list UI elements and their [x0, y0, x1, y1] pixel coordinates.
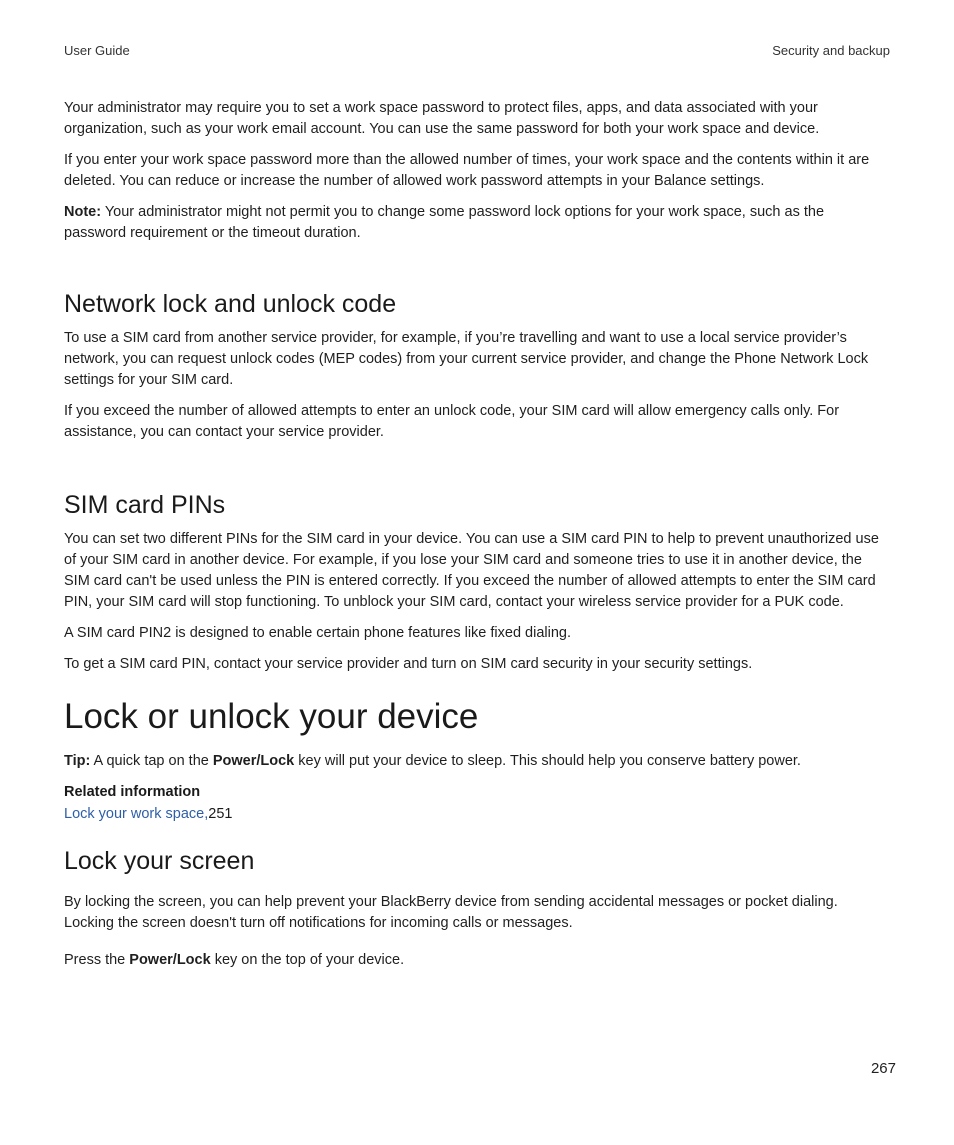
page-number: 267 [870, 1060, 896, 1077]
running-header-left: User Guide [64, 43, 130, 58]
note-text: Your administrator might not permit you to change some password lock options for your work space, such as the password requirement or the timeout duration. [64, 204, 825, 241]
note-label: Note: [64, 204, 102, 220]
sim-paragraph-1: You can set two different PINs for the SIM card in your device. You can use a SIM card PIN to help to prevent unauthorized use of your SIM card in another device. For example, if you lose your SIM card and someone tries to use it in another device, the SIM card can't be used unless the PIN is entered correctly. If you exceed the number of allowed attempts to enter the SIM card PIN, your SIM card will stop functioning. To unblock your SIM card, contact your wireless service provider for a PUK code. [64, 531, 879, 610]
intro-note [64, 202, 890, 244]
screen-paragraph-2 [64, 950, 890, 971]
sim-paragraph-3: To get a SIM card PIN, contact your service provider and turn on SIM card security in your security settings. [64, 656, 753, 672]
tip-key-name: Power/Lock [212, 753, 295, 769]
lock-tip [64, 751, 890, 772]
related-information-title: Related information [64, 784, 201, 800]
sim-paragraph-2: A SIM card PIN2 is designed to enable certain phone features like fixed dialing. [64, 625, 571, 641]
intro-paragraph-2: If you enter your work space password more than the allowed number of times, your work space and the contents within it are deleted. You can reduce or increase the number of allowed work password attempts in your Balance settings. [64, 152, 870, 189]
tip-text-pre: A quick tap on the [90, 753, 213, 769]
related-page-number: 251 [208, 806, 233, 822]
screen-key-name: Power/Lock [129, 952, 211, 968]
intro-paragraph-1: Your administrator may require you to set a work space password to protect files, apps, and data associated with your organization, such as your work email account. You can use the same password for both your work space and device. [64, 100, 820, 137]
lock-chapter-title: Lock or unlock your device [64, 697, 479, 736]
page-content [64, 98, 890, 981]
screen-text-post: key on the top of your device. [210, 952, 405, 968]
network-paragraph-1: To use a SIM card from another service provider, for example, if you’re travelling and want to use a local service provider’s network, you can request unlock codes (MEP codes) from your current service provider, and change the Phone Network Lock settings for your SIM card. [64, 330, 869, 388]
sim-section-title: SIM card PINs [64, 491, 226, 519]
tip-text-post: key will put your device to sleep. This should help you conserve battery power. [294, 753, 801, 769]
tip-label: Tip: [64, 753, 91, 769]
related-link-lock-work-space[interactable]: Lock your work space, [64, 806, 209, 822]
related-information-entry [64, 804, 890, 824]
running-header-right: Security and backup [772, 43, 890, 58]
screen-text-pre: Press the [64, 952, 130, 968]
network-paragraph-2: If you exceed the number of allowed attempts to enter an unlock code, your SIM card will allow emergency calls only. For assistance, you can contact your service provider. [64, 403, 840, 440]
screen-section-title: Lock your screen [64, 847, 255, 875]
screen-paragraph-1: By locking the screen, you can help prevent your BlackBerry device from sending accidental messages or pocket dialing. Locking the screen doesn't turn off notifications for incoming calls or messages. [64, 894, 838, 931]
network-section-title: Network lock and unlock code [64, 290, 397, 318]
